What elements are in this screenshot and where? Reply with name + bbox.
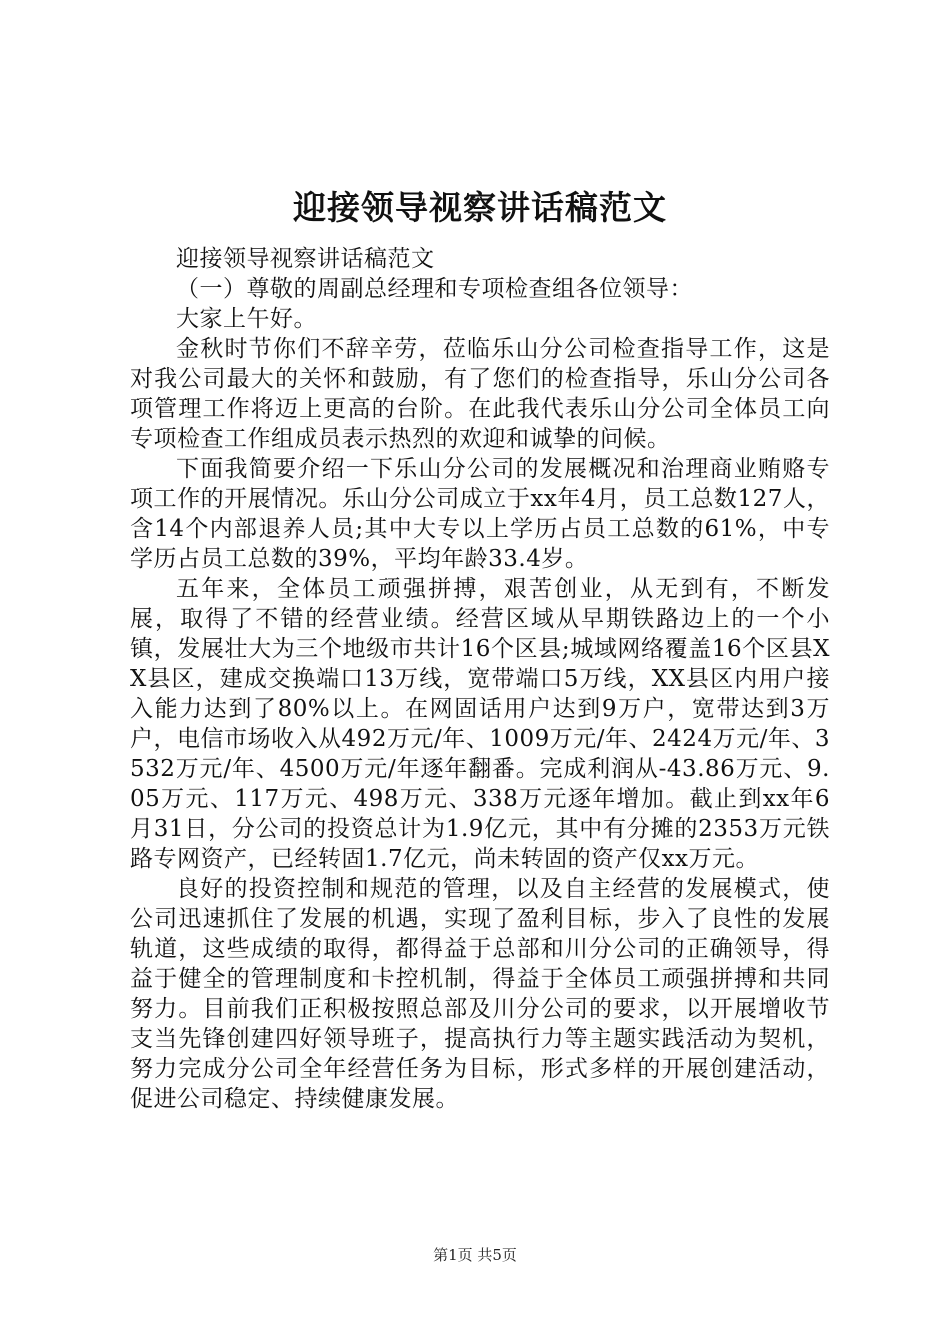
paragraph-achievements: 五年来，全体员工顽强拼搏，艰苦创业，从无到有，不断发展，取得了不错的经营业绩。经营区域从早期铁路边上的一个小镇，发展壮大为三个地级市共计16个区县;城域网络覆盖16个区县XX县区，建成交换端口13万线，宽带端口5万线，XX县区内用户接入能力达到了80%以上。在网固话用户达到9万户，宽带达到3万户，电信市场收入从492万元/年、1009万元/年、2424万元/年、3532万元/年、4500万元/年逐年翻番。完成利润从-43.86万元、9.05万元、117万元、498万元、338万元逐年增加。截止到xx年6月31日，分公司的投资总计为1.9亿元，其中有分摊的2353万元铁路专网资产，已经转固1.7亿元，尚未转固的资产仅xx万元。: [130, 576, 830, 872]
paragraph-overview: 下面我简要介绍一下乐山分公司的发展概况和治理商业贿赂专项工作的开展情况。乐山分公司成立于xx年4月，员工总数127人，含14个内部退养人员;其中大专以上学历占员工总数的61%，中专学历占员工总数的39%，平均年龄33.4岁。: [130, 456, 830, 572]
paragraph-salutation: （一）尊敬的周副总经理和专项检查组各位领导：: [176, 276, 693, 302]
paragraph-heading: 迎接领导视察讲话稿范文: [176, 246, 435, 272]
paragraph-welcome: 金秋时节你们不辞辛劳，莅临乐山分公司检查指导工作，这是对我公司最大的关怀和鼓励，有了您们的检查指导，乐山分公司各项管理工作将迈上更高的台阶。在此我代表乐山分公司全体员工向专项检查工作组成员表示热烈的欢迎和诚挚的问候。: [130, 336, 830, 452]
document-page: [130, 186, 830, 1114]
document-body: [130, 244, 830, 1114]
paragraph-greeting: 大家上午好。: [176, 306, 317, 332]
document-title: 迎接领导视察讲话稿范文: [293, 188, 667, 227]
page-footer: 第1页 共5页: [433, 1246, 517, 1264]
paragraph-conclusion: 良好的投资控制和规范的管理，以及自主经营的发展模式，使公司迅速抓住了发展的机遇，实现了盈利目标，步入了良性的发展轨道，这些成绩的取得，都得益于总部和川分公司的正确领导，得益于健全的管理制度和卡控机制，得益于全体员工顽强拼搏和共同努力。目前我们正积极按照总部及川分公司的要求，以开展增收节支当先锋创建四好领导班子，提高执行力等主题实践活动为契机，努力完成分公司全年经营任务为目标，形式多样的开展创建活动，促进公司稳定、持续健康发展。: [130, 876, 830, 1112]
